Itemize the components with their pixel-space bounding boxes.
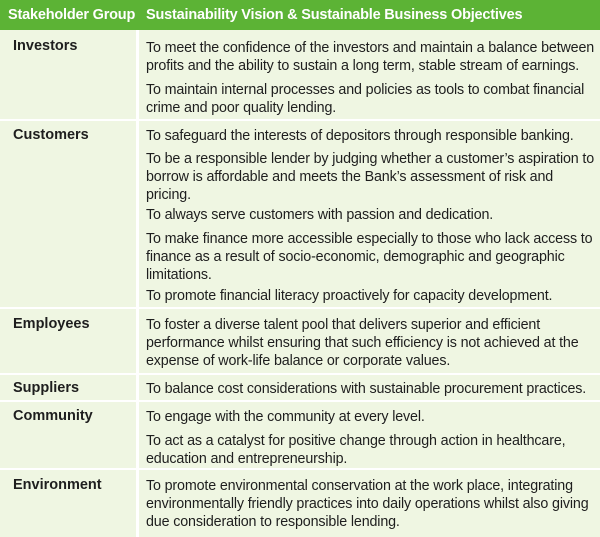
objective-item: To always serve customers with passion and dedication.: [146, 207, 494, 223]
group-employees: Employees: [13, 316, 90, 332]
objective-item: To promote financial literacy proactively for capacity development.: [146, 288, 553, 304]
row-divider: [0, 119, 600, 121]
group-customers: Customers: [13, 127, 89, 143]
group-community: Community: [13, 408, 93, 424]
objective-item: To act as a catalyst for positive change through action in healthcare, education and entrepreneurship.: [146, 433, 566, 467]
objective-item: To safeguard the interests of depositors through responsible banking.: [146, 128, 574, 144]
objective-item: To make finance more accessible especially to those who lack access to finance as a result of socio-economic, demographic and geographic limitations.: [146, 231, 593, 283]
row-divider: [0, 373, 600, 375]
header-sustainability-objectives: Sustainability Vision & Sustainable Business Objectives: [146, 7, 523, 23]
objective-item: To engage with the community at every level.: [146, 409, 425, 425]
group-suppliers: Suppliers: [13, 380, 80, 396]
column-divider: [136, 30, 139, 537]
objective-item: To foster a diverse talent pool that delivers superior and efficient performance whilst ensuring that such efficiency is not achieved at the expense of work-life balance or corporate values.: [146, 317, 579, 369]
group-environment: Environment: [13, 477, 102, 493]
objective-item: To balance cost considerations with sustainable procurement practices.: [146, 381, 587, 397]
row-divider: [0, 307, 600, 309]
group-investors: Investors: [13, 38, 78, 54]
objective-item: To promote environmental conservation at the work place, integrating environmentally friendly practices into daily operations whilst also giving due consideration to responsible lending.: [146, 478, 589, 530]
objective-item: To be a responsible lender by judging whether a customer’s aspiration to borrow is affordable and meets the Bank’s assessment of risk and pricing.: [146, 151, 595, 203]
objective-item: To meet the confidence of the investors and maintain a balance between profits and the ability to sustain a long term, stable stream of earnings.: [146, 40, 595, 74]
table-header: [0, 0, 600, 30]
objective-item: To maintain internal processes and policies as tools to combat financial crime and poor quality lending.: [146, 82, 585, 116]
header-stakeholder-group: Stakeholder Group: [8, 7, 136, 23]
row-divider: [0, 400, 600, 402]
row-divider: [0, 468, 600, 470]
